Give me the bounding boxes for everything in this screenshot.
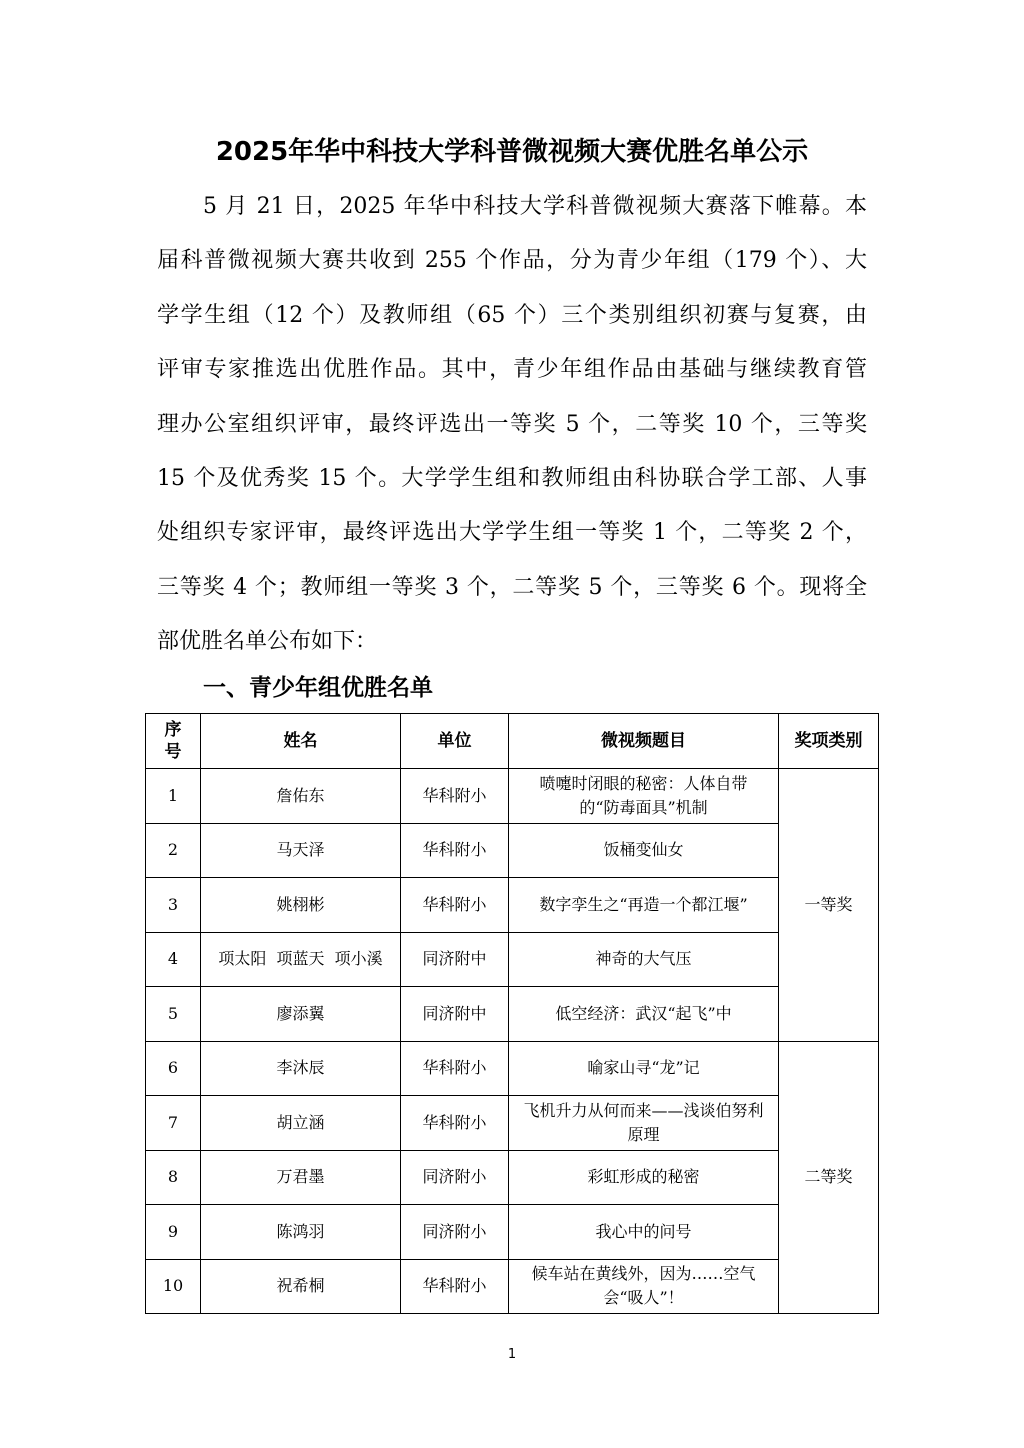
intro-paragraph: [157, 180, 867, 670]
cell-seq: 9: [146, 1205, 201, 1260]
cell-unit: 华科附小: [401, 1096, 509, 1151]
header-seq-line2: 号: [164, 742, 182, 762]
cell-unit: 华科附小: [401, 823, 509, 878]
cell-name: 万君墨: [201, 1150, 401, 1205]
page-number: 1: [507, 1347, 517, 1362]
header-seq-line1: 序: [164, 720, 182, 740]
cell-unit: 华科附小: [401, 769, 509, 824]
table-row: [146, 1041, 879, 1096]
cell-award-first: 一等奖: [779, 769, 879, 1042]
header-name: 姓名: [201, 714, 401, 769]
cell-unit: 华科附小: [401, 878, 509, 933]
cell-seq: 5: [146, 987, 201, 1042]
header-seq: [146, 714, 201, 769]
cell-name: 廖添翼: [201, 987, 401, 1042]
header-topic: 微视频题目: [509, 714, 779, 769]
cell-unit: 同济附小: [401, 1205, 509, 1260]
cell-name: 祝希桐: [201, 1259, 401, 1314]
table-row: [146, 987, 879, 1042]
cell-unit: 华科附小: [401, 1041, 509, 1096]
paragraph-line: 评审专家推选出优胜作品。其中，青少年组作品由基础与继续教育管: [157, 357, 867, 383]
document-title: 2025年华中科技大学科普微视频大赛优胜名单公示: [215, 137, 809, 167]
paragraph-line: 理办公室组织评审，最终评选出一等奖 5 个，二等奖 10 个，三等奖: [157, 411, 867, 437]
paragraph-line: 5 月 21 日，2025 年华中科技大学科普微视频大赛落下帷幕。本: [203, 194, 867, 219]
table-row: [146, 878, 879, 933]
section-heading: 一、青少年组优胜名单: [203, 675, 433, 701]
paragraph-line: 学学生组（12 个）及教师组（65 个）三个类别组织初赛与复赛，由: [157, 302, 867, 328]
paragraph-line: 处组织专家评审，最终评选出大学学生组一等奖 1 个，二等奖 2 个，: [157, 520, 867, 546]
cell-name: 姚栩彬: [201, 878, 401, 933]
cell-name: 陈鸿羽: [201, 1205, 401, 1260]
cell-name: 詹佑东: [201, 769, 401, 824]
cell-seq: 10: [146, 1259, 201, 1314]
table-row: [146, 1096, 879, 1151]
table-row: [146, 1150, 879, 1205]
paragraph-line: 部优胜名单公布如下：: [157, 629, 378, 655]
cell-seq: 1: [146, 769, 201, 824]
cell-topic: 饭桶变仙女: [509, 823, 779, 878]
table-row: [146, 932, 879, 987]
cell-seq: 7: [146, 1096, 201, 1151]
paragraph-line: 届科普微视频大赛共收到 255 个作品，分为青少年组（179 个）、大: [157, 248, 867, 274]
cell-topic: 数字孪生之“再造一个都江堰”: [509, 878, 779, 933]
cell-seq: 3: [146, 878, 201, 933]
table-header-row: [146, 714, 879, 769]
winners-table: [145, 713, 879, 1314]
cell-name: 胡立涵: [201, 1096, 401, 1151]
cell-unit: 同济附中: [401, 987, 509, 1042]
cell-name: 项太阳 项蓝天 项小溪: [201, 932, 401, 987]
cell-topic: 飞机升力从何而来——浅谈伯努利原理: [509, 1096, 779, 1151]
table-row: [146, 1259, 879, 1314]
cell-seq: 4: [146, 932, 201, 987]
cell-topic: 喷嚏时闭眼的秘密：人体自带的“防毒面具”机制: [509, 769, 779, 824]
cell-seq: 8: [146, 1150, 201, 1205]
header-unit: 单位: [401, 714, 509, 769]
cell-topic: 彩虹形成的秘密: [509, 1150, 779, 1205]
cell-name: 马天泽: [201, 823, 401, 878]
cell-topic: 低空经济：武汉“起飞”中: [509, 987, 779, 1042]
cell-unit: 华科附小: [401, 1259, 509, 1314]
cell-award-second: 二等奖: [779, 1041, 879, 1314]
paragraph-line: 15 个及优秀奖 15 个。大学学生组和教师组由科协联合学工部、人事: [157, 465, 867, 491]
cell-unit: 同济附小: [401, 1150, 509, 1205]
cell-topic: 候车站在黄线外，因为……空气会“吸人”！: [509, 1259, 779, 1314]
header-award: 奖项类别: [779, 714, 879, 769]
cell-name: 李沐辰: [201, 1041, 401, 1096]
table-row: [146, 1205, 879, 1260]
paragraph-line: 三等奖 4 个；教师组一等奖 3 个，二等奖 5 个，三等奖 6 个。现将全: [157, 574, 867, 600]
cell-topic: 我心中的问号: [509, 1205, 779, 1260]
table-row: [146, 823, 879, 878]
cell-seq: 6: [146, 1041, 201, 1096]
table-row: [146, 769, 879, 824]
cell-unit: 同济附中: [401, 932, 509, 987]
cell-topic: 神奇的大气压: [509, 932, 779, 987]
cell-seq: 2: [146, 823, 201, 878]
cell-topic: 喻家山寻“龙”记: [509, 1041, 779, 1096]
